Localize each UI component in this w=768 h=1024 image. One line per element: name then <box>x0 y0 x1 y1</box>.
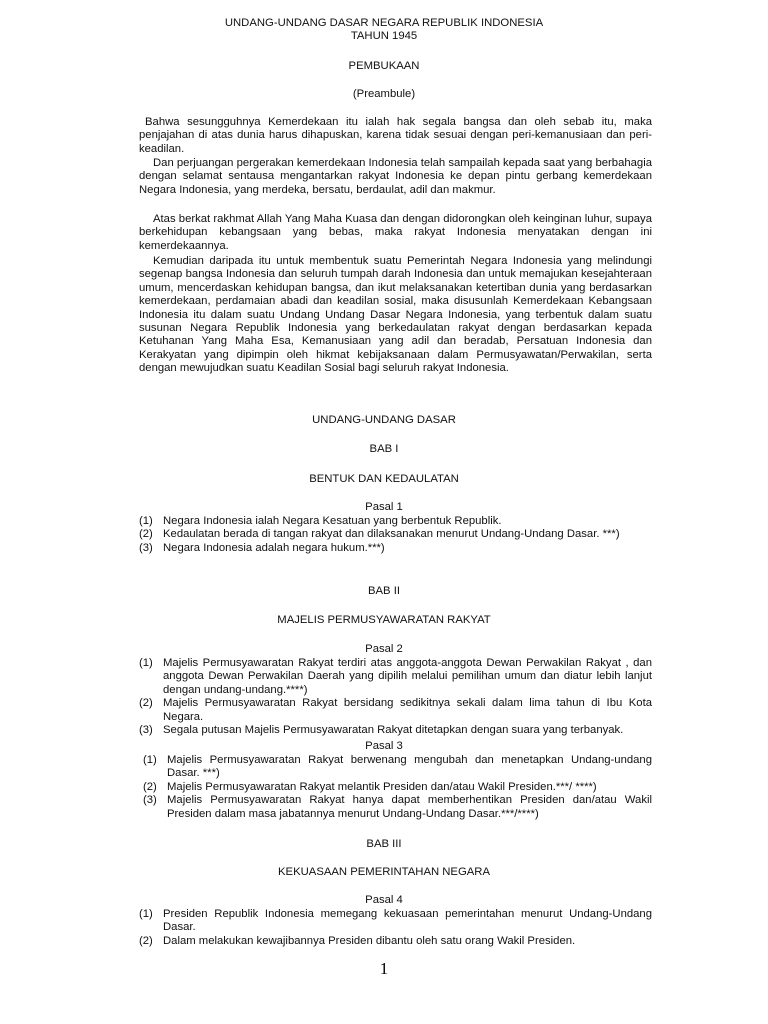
item-text: Majelis Permusyawaratan Rakyat berwenang mengubah dan menetapkan Undang-undang Dasar. ***) <box>167 754 652 780</box>
item-text: Negara Indonesia ialah Negara Kesatuan yang berbentuk Republik. <box>163 515 502 527</box>
pasal-2-list <box>139 657 652 737</box>
bab-3-title: KEKUASAAN PEMERINTAHAN NEGARA <box>278 866 490 878</box>
item-text: Dalam melakukan kewajibannya Presiden dibantu oleh satu orang Wakil Presiden. <box>163 934 576 947</box>
list-item <box>139 908 652 935</box>
preamble-paragraph-3: Atas berkat rakhmat Allah Yang Maha Kuasa dan dengan didorongkan oleh keinginan luhur, supaya berkehidupan kebangsaan yang bebas, maka rakyat Indonesia menyatakan dengan ini kemerdekaannya. <box>139 213 652 252</box>
page-number: 1 <box>379 959 389 978</box>
item-number: (1) <box>139 657 153 669</box>
list-item <box>139 935 652 948</box>
item-number: (1) <box>143 754 157 766</box>
item-text: Segala putusan Majelis Permusyawaratan Rakyat ditetapkan dengan suara yang terbanyak. <box>163 724 624 737</box>
item-text: Majelis Permusyawaratan Rakyat terdiri atas anggota-anggota Dewan Perwakilan Rakyat , dan anggota Dewan Perwakilan Daerah yang dipilih melalui pemilihan umum dan diatur lebih lanjut dengan undang-undang.****) <box>163 657 652 696</box>
item-number: (2) <box>139 528 153 541</box>
list-item <box>139 697 652 724</box>
list-item <box>139 542 652 555</box>
item-number: (3) <box>139 724 153 737</box>
preamble-paragraph-1: Bahwa sesungguhnya Kemerdekaan itu ialah hak segala bangsa dan oleh sebab itu, maka penjajahan di atas dunia harus dihapuskan, karena tidak sesuai dengan peri-kemanusiaan dan peri-keadilan. <box>139 116 652 155</box>
bab-2-title: MAJELIS PERMUSYAWARATAN RAKYAT <box>277 614 491 626</box>
list-item <box>139 515 652 528</box>
bab-3-heading: BAB III <box>366 838 402 850</box>
bab-2-heading: BAB II <box>367 585 401 597</box>
pasal-3-list <box>139 754 652 821</box>
preambule-subheading: (Preambule) <box>352 88 416 100</box>
item-number: (3) <box>139 541 153 554</box>
bab-1-title: BENTUK DAN KEDAULATAN <box>309 473 459 485</box>
list-item <box>139 657 652 697</box>
pasal-1-heading: Pasal 1 <box>365 501 403 513</box>
pasal-4-list <box>139 908 652 948</box>
item-number: (3) <box>143 794 157 807</box>
pasal-1-list <box>139 515 652 555</box>
preamble-paragraph-4: Kemudian daripada itu untuk membentuk suatu Pemerintah Negara Indonesia yang melindungi segenap bangsa Indonesia dan seluruh tumpah darah Indonesia dan untuk memajukan kesejahteraan umum, mencerdaskan kehidupan bangsa, dan ikut melaksanakan ketertiban dunia yang berdasarkan kemerdekaan, perdamaian abadi dan keadilan sosial, maka disusunlah Kemerdekaan Kebangsaan Indonesia itu dalam suatu Undang Undang Dasar Negara Indonesia, yang terbentuk dalam suatu susunan Negara Republik Indonesia yang berkedaulatan rakyat dengan berdasarkan kepada Ketuhanan Yang Maha Esa, Kemanusiaan yang adil dan beradab, Persatuan Indonesia dan Kerakyatan yang dipimpin oleh hikmat kebijaksanaan dalam Permusyawatan/Perwakilan, serta dengan mewujudkan suatu Keadilan Sosial bagi seluruh rakyat Indonesia. <box>139 255 652 375</box>
item-number: (2) <box>139 697 153 710</box>
item-number: (1) <box>139 908 153 920</box>
item-text: Kedaulatan berada di tangan rakyat dan dilaksanakan menurut Undang-Undang Dasar. ***) <box>163 528 620 541</box>
item-number: (2) <box>139 934 153 947</box>
item-text: Majelis Permusyawaratan Rakyat bersidang sedikitnya sekali dalam lima tahun di Ibu Kota Negara. <box>163 697 652 723</box>
document-title-line2: TAHUN 1945 <box>350 30 418 42</box>
bab-1-heading: BAB I <box>369 443 399 455</box>
item-text: Presiden Republik Indonesia memegang kekuasaan pemerintahan menurut Undang-Undang Dasar. <box>163 908 652 934</box>
list-item <box>139 781 652 794</box>
pembukaan-heading: PEMBUKAAN <box>348 60 420 72</box>
pasal-3-heading: Pasal 3 <box>365 740 403 752</box>
item-number: (1) <box>139 515 153 527</box>
item-text: Majelis Permusyawaratan Rakyat melantik Presiden dan/atau Wakil Presiden.***/ ****) <box>167 780 597 793</box>
pasal-2-heading: Pasal 2 <box>365 643 403 655</box>
item-text: Majelis Permusyawaratan Rakyat hanya dapat memberhentikan Presiden dan/atau Wakil Presiden dalam masa jabatannya menurut Undang-Undang Dasar.***/****) <box>167 794 652 820</box>
list-item <box>139 794 652 821</box>
preamble-paragraph-2: Dan perjuangan pergerakan kemerdekaan Indonesia telah sampailah kepada saat yang berbahagia dengan selamat sentausa mengantarkan rakyat Indonesia ke depan pintu gerbang kemerdekaan Negara Indonesia, yang merdeka, bersatu, berdaulat, adil dan makmur. <box>139 157 652 196</box>
item-text: Negara Indonesia adalah negara hukum.***) <box>163 541 385 554</box>
list-item <box>139 528 652 541</box>
list-item <box>139 724 652 737</box>
uud-heading: UNDANG-UNDANG DASAR <box>312 414 456 426</box>
item-number: (2) <box>143 780 157 793</box>
pasal-4-heading: Pasal 4 <box>365 894 403 906</box>
document-title-line1: UNDANG-UNDANG DASAR NEGARA REPUBLIK INDONESIA <box>224 17 544 29</box>
list-item <box>139 754 652 781</box>
